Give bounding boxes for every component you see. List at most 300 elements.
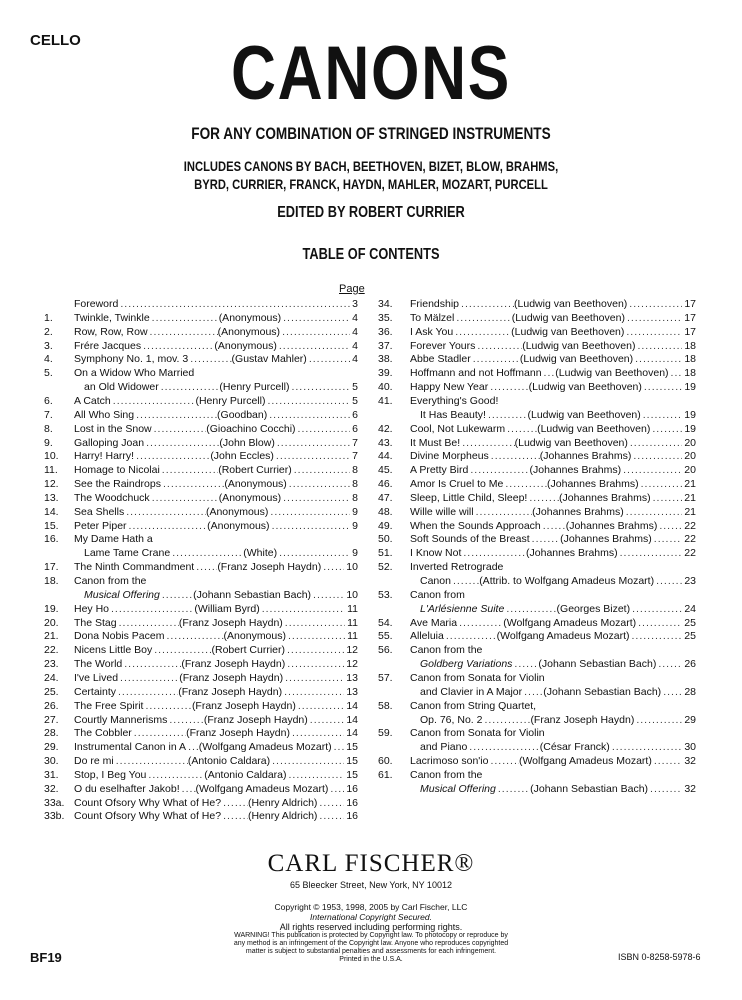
entry-title: Instrumental Canon in A: [74, 741, 187, 754]
toc-entry: [44, 588, 358, 602]
entry-title: Homage to Nicolai: [74, 464, 160, 477]
entry-composer: (Johann Sebastian Bach): [543, 685, 662, 698]
entry-number: 38.: [378, 353, 393, 366]
dot-leader: [638, 616, 682, 630]
dot-leader: [637, 339, 682, 353]
dot-leader: [283, 491, 350, 505]
dot-leader: [267, 394, 350, 408]
dot-leader: [143, 339, 214, 353]
printed-in: Printed in the U.S.A.: [339, 956, 403, 963]
entry-page: 16: [346, 796, 358, 809]
dot-leader: [650, 782, 682, 796]
entry-page: 18: [684, 353, 696, 366]
entry-number: 27.: [44, 713, 59, 726]
dot-leader: [544, 366, 556, 380]
entry-page: 10: [346, 561, 358, 574]
entry-page: 11: [347, 602, 358, 615]
entry-number: 54.: [378, 616, 393, 629]
entry-composer: (Wolfgang Amadeus Mozart): [198, 741, 332, 754]
dot-leader: [524, 685, 543, 699]
dot-leader: [162, 588, 193, 602]
entry-title: Everything's Good!: [410, 394, 499, 407]
entry-composer: (Ludwig van Beethoven): [511, 325, 625, 338]
dot-leader: [270, 505, 350, 519]
dot-leader: [291, 380, 350, 394]
toc-entry: [378, 505, 696, 519]
dot-leader: [612, 740, 683, 754]
toc-entry: [378, 463, 696, 477]
entry-composer: (Franz Joseph Haydn): [179, 671, 284, 684]
entry-page: 22: [684, 533, 696, 546]
toc-entry: [378, 532, 696, 546]
entry-composer: (Johannes Brahms): [526, 547, 618, 560]
dot-leader: [154, 422, 207, 436]
entry-composer: (Wolfgang Amadeus Mozart): [518, 755, 652, 768]
entry-number: 58.: [378, 699, 393, 712]
entry-page: 14: [346, 713, 358, 726]
dot-leader: [626, 325, 682, 339]
entry-title: Canon: [420, 575, 451, 587]
dot-leader: [490, 380, 528, 394]
dot-leader: [279, 339, 350, 353]
warning-line-2: any method is an infringement of the Copyright law. Anyone who reproduces copyrighted: [233, 940, 509, 947]
composers-line-2: BYRD, CURRIER, FRANCK, HAYDN, MAHLER, MOZART, PURCELL: [194, 176, 548, 192]
entry-composer: (Wolfgang Amadeus Mozart): [195, 782, 329, 795]
entry-title: Count Ofsory Why What of He?: [74, 810, 222, 823]
entry-title: Hoffmann and not Hoffmann: [410, 367, 542, 380]
dot-leader: [298, 699, 344, 713]
entry-composer: (John Blow): [219, 436, 275, 449]
dot-leader: [166, 629, 223, 643]
entry-title: Friendship: [410, 298, 460, 310]
dot-leader: [469, 740, 540, 754]
dot-leader: [514, 657, 538, 671]
entry-page: 12: [346, 658, 358, 671]
toc-entry: [44, 616, 358, 630]
page-column-header: Page: [339, 283, 365, 295]
dot-leader: [136, 408, 217, 422]
entry-composer: (Franz Joseph Haydn): [181, 658, 286, 671]
dot-leader: [272, 519, 351, 533]
entry-title: Sleep, Little Child, Sleep!: [410, 491, 528, 504]
toc-entry: [44, 339, 358, 353]
entry-number: 43.: [378, 436, 393, 449]
entry-title: When the Sounds Approach: [410, 519, 541, 532]
entry-page: 21: [684, 505, 696, 518]
dot-leader: [136, 449, 210, 463]
dot-leader: [636, 713, 682, 727]
entry-number: 49.: [378, 519, 393, 532]
entry-number: 29.: [44, 741, 59, 754]
entry-title: My Dame Hath a: [74, 533, 153, 546]
entry-page: 21: [684, 478, 696, 491]
entry-page: 11: [347, 630, 358, 643]
entry-page: 23: [684, 575, 696, 587]
entry-page: 25: [684, 616, 696, 629]
publisher-name: CARL FISCHER®: [267, 850, 475, 877]
toc-entry: [378, 449, 696, 463]
entry-number: 30.: [44, 755, 59, 768]
entry-title: Symphony No. 1, mov. 3: [74, 353, 189, 366]
copyright-secured: International Copyright Secured.: [310, 912, 432, 922]
toc-entry: [44, 713, 358, 727]
entry-number: 22.: [44, 644, 59, 657]
toc-entry: [378, 574, 696, 588]
entry-title: Canon from the: [410, 768, 483, 781]
entry-composer: (Johannes Brahms): [529, 464, 622, 477]
entry-page: 22: [684, 547, 696, 560]
entry-title: Lame Tame Crane: [84, 547, 171, 560]
entry-composer: (Anonymous): [214, 339, 277, 352]
toc-entry: [44, 768, 358, 782]
entry-title: Count Ofsory Why What of He?: [74, 796, 222, 809]
dot-leader: [461, 297, 514, 311]
dot-leader: [279, 546, 350, 560]
entry-page: 15: [346, 741, 358, 754]
toc-entry: [44, 532, 358, 546]
entry-number: 19.: [44, 602, 59, 615]
entry-title: Lost in the Snow: [74, 422, 152, 435]
entry-number: 2.: [44, 325, 53, 338]
entry-page: 4: [352, 353, 358, 366]
entry-composer: (Johannes Brahms): [532, 505, 624, 518]
warning-line-1: WARNING! This publication is protected by Copyright law. To photocopy or reproduce by: [234, 932, 508, 939]
dot-leader: [476, 505, 533, 519]
entry-composer: (Antonio Caldara): [187, 755, 271, 768]
toc-entry: [44, 449, 358, 463]
part-label: CELLO: [30, 32, 81, 49]
publisher-address: 65 Bleecker Street, New York, NY 10012: [290, 880, 452, 890]
entry-composer: (Johannes Brahms): [559, 491, 651, 504]
entry-page: 12: [346, 644, 358, 657]
entry-page: 20: [684, 464, 696, 477]
dot-leader: [277, 436, 350, 450]
toc-entry: [44, 671, 358, 685]
entry-title: L'Arlésienne Suite: [420, 602, 505, 615]
dot-leader: [470, 463, 529, 477]
dot-leader: [196, 560, 217, 574]
entry-title: Forever Yours: [410, 339, 476, 352]
entry-title: A Pretty Bird: [410, 464, 469, 477]
toc-entry: [44, 809, 358, 823]
entry-title: Soft Sounds of the Breast: [410, 533, 530, 546]
entry-composer: (Ludwig van Beethoven): [528, 381, 642, 394]
entry-number: 5.: [44, 367, 53, 380]
entry-composer: (Ludwig van Beethoven): [555, 367, 669, 380]
toc-entry: [378, 519, 696, 533]
dot-leader: [129, 519, 208, 533]
entry-composer: (César Franck): [539, 741, 610, 754]
entry-title: Courtly Mannerisms: [74, 713, 168, 726]
entry-composer: (Ludwig van Beethoven): [519, 353, 634, 366]
dot-leader: [294, 463, 350, 477]
entry-number: 45.: [378, 464, 393, 477]
isbn: ISBN 0-8258-5978-6: [618, 952, 701, 962]
entry-page: 13: [346, 671, 358, 684]
entry-title: The Free Spirit: [74, 699, 144, 712]
dot-leader: [289, 768, 345, 782]
entry-title: The Cobbler: [74, 727, 132, 740]
toc-entry: [378, 740, 696, 754]
dot-leader: [644, 380, 682, 394]
dot-leader: [654, 754, 682, 768]
entry-page: 15: [346, 755, 358, 768]
entry-composer: (Henry Aldrich): [247, 796, 318, 809]
dot-leader: [145, 699, 191, 713]
toc-entry: [378, 671, 696, 685]
entry-number: 56.: [378, 644, 393, 657]
entry-page: 7: [352, 450, 358, 463]
entry-title: See the Raindrops: [74, 478, 161, 491]
dot-leader: [120, 671, 179, 685]
entry-composer: (Ludwig van Beethoven): [537, 422, 651, 435]
entry-composer: (Ludwig van Beethoven): [527, 408, 641, 421]
entry-number: 25.: [44, 685, 59, 698]
entry-composer: (Anonymous): [217, 325, 281, 338]
dot-leader: [323, 560, 344, 574]
entry-title: Abbe Stadler: [410, 353, 471, 366]
dot-leader: [506, 602, 556, 616]
dot-leader: [630, 436, 682, 450]
entry-number: 10.: [44, 450, 59, 463]
toc-entry: [44, 477, 358, 491]
dot-leader: [223, 809, 248, 823]
dot-leader: [162, 463, 218, 477]
entry-title: an Old Widower: [84, 381, 159, 394]
entry-page: 10: [346, 588, 358, 601]
dot-leader: [473, 352, 520, 366]
toc-entry: [44, 352, 358, 366]
entry-number: 35.: [378, 311, 393, 324]
entry-page: 6: [352, 408, 358, 421]
entry-title: Op. 76, No. 2: [420, 713, 483, 726]
toc-entry: [378, 754, 696, 768]
entry-page: 25: [684, 630, 696, 643]
dot-leader: [462, 436, 514, 450]
entry-title: Do re mi: [74, 755, 114, 768]
dot-leader: [120, 297, 350, 311]
toc-entry: [378, 699, 696, 713]
dot-leader: [463, 546, 526, 560]
dot-leader: [627, 311, 682, 325]
entry-composer: (Anonymous): [218, 491, 282, 504]
dot-leader: [654, 532, 683, 546]
entry-composer: (Anonymous): [223, 630, 286, 643]
dot-leader: [643, 408, 683, 422]
entry-title: It Has Beauty!: [420, 408, 486, 421]
dot-leader: [285, 616, 345, 630]
entry-number: 34.: [378, 298, 393, 310]
dot-leader: [641, 477, 683, 491]
dot-leader: [656, 574, 682, 588]
entry-page: 18: [684, 367, 696, 380]
entry-composer: (Johann Sebastian Bach): [193, 588, 312, 601]
entry-title: Canon from the: [74, 575, 147, 587]
toc-entry: [44, 325, 358, 339]
entry-composer: (White): [243, 547, 278, 560]
entry-composer: (Ludwig van Beethoven): [514, 436, 628, 449]
dot-leader: [223, 796, 248, 810]
entry-page: 17: [684, 311, 696, 324]
dot-leader: [163, 477, 224, 491]
toc-entry: [44, 657, 358, 671]
toc-entry: [378, 297, 696, 311]
dot-leader: [635, 352, 682, 366]
entry-page: 28: [684, 685, 696, 698]
entry-page: 8: [352, 478, 358, 491]
dot-leader: [289, 477, 350, 491]
dot-leader: [116, 754, 188, 768]
entry-title: A Catch: [74, 394, 111, 407]
dot-leader: [152, 311, 219, 325]
entry-number: 40.: [378, 381, 393, 394]
dot-leader: [287, 643, 344, 657]
entry-title: Frére Jacques: [74, 339, 142, 352]
toc-entry: [44, 394, 358, 408]
dot-leader: [284, 685, 344, 699]
dot-leader: [505, 477, 547, 491]
entry-composer: (Georges Bizet): [556, 602, 631, 615]
entry-number: 55.: [378, 630, 393, 643]
entry-page: 14: [346, 699, 358, 712]
toc-entry: [378, 380, 696, 394]
toc-entry: [378, 408, 696, 422]
dot-leader: [633, 449, 682, 463]
entry-number: 15.: [44, 519, 59, 532]
toc-entry: [44, 436, 358, 450]
entry-title: To Mälzel: [410, 311, 455, 324]
toc-entry: [44, 311, 358, 325]
entry-title: The Ninth Commandment: [74, 561, 195, 574]
entry-title: Cool, Not Lukewarm: [410, 422, 506, 435]
entry-page: 9: [352, 519, 358, 532]
toc-entry: [44, 505, 358, 519]
dot-leader: [456, 311, 511, 325]
entry-composer: (Goodban): [217, 408, 268, 421]
entry-composer: (Ludwig van Beethoven): [522, 339, 636, 352]
entry-number: 21.: [44, 630, 59, 643]
toc-entry: [378, 657, 696, 671]
entry-number: 42.: [378, 422, 393, 435]
toc-entry: [44, 643, 358, 657]
dot-leader: [490, 754, 518, 768]
entry-page: 29: [684, 713, 696, 726]
dot-leader: [161, 380, 220, 394]
toc-entry: [44, 754, 358, 768]
entry-page: 9: [352, 505, 358, 518]
dot-leader: [154, 643, 211, 657]
entry-composer: (Henry Purcell): [195, 394, 266, 407]
dot-leader: [310, 713, 345, 727]
dot-leader: [632, 602, 682, 616]
toc-entry: [378, 491, 696, 505]
dot-leader: [134, 726, 186, 740]
entry-composer: (Johann Sebastian Bach): [530, 782, 649, 795]
entry-title: O du eselhafter Jakob!: [74, 782, 180, 795]
entry-composer: (Henry Purcell): [219, 381, 290, 394]
dot-leader: [150, 325, 218, 339]
entry-number: 1.: [44, 311, 53, 324]
entry-title: I Ask You: [410, 325, 454, 338]
entry-number: 23.: [44, 658, 59, 671]
dot-leader: [491, 449, 540, 463]
entry-number: 36.: [378, 325, 393, 338]
dot-leader: [292, 726, 344, 740]
entry-number: 20.: [44, 616, 59, 629]
entry-page: 5: [352, 394, 358, 407]
toc-entry: [378, 477, 696, 491]
warning-line-3: matter is subject to substantial penalties and assessments for each infringement.: [245, 948, 497, 955]
dot-leader: [652, 422, 682, 436]
dot-leader: [272, 754, 344, 768]
entry-composer: (Johannes Brahms): [539, 450, 632, 463]
entry-title: Canon from the: [410, 644, 483, 657]
toc-entry: [378, 311, 696, 325]
toc-entry: [378, 352, 696, 366]
copyright-line: Copyright © 1953, 1998, 2005 by Carl Fischer, LLC: [274, 902, 468, 912]
dot-leader: [118, 685, 178, 699]
entry-composer: (Johannes Brahms): [560, 533, 652, 546]
entry-number: 7.: [44, 408, 53, 421]
entry-title: It Must Be!: [410, 436, 461, 449]
toc-entry: [378, 685, 696, 699]
dot-leader: [190, 352, 231, 366]
entry-page: 16: [346, 782, 358, 795]
toc-entry: [378, 339, 696, 353]
entry-composer: (Robert Currier): [211, 644, 286, 657]
entry-title: Twinkle, Twinkle: [74, 311, 150, 324]
entry-composer: (Anonymous): [207, 519, 270, 532]
entry-number: 41.: [378, 394, 393, 407]
entry-title: Musical Offering: [84, 588, 160, 601]
toc-entry: [378, 602, 696, 616]
composers-line-1: INCLUDES CANONS BY BACH, BEETHOVEN, BIZET, BLOW, BRAHMS,: [183, 158, 559, 174]
entry-composer: (Johannes Brahms): [565, 519, 658, 532]
entry-page: 17: [684, 325, 696, 338]
entry-title: The Stag: [74, 616, 117, 629]
toc-entry: [378, 643, 696, 657]
entry-number: 33a.: [44, 796, 65, 809]
entry-composer: (Wolfgang Amadeus Mozart): [503, 616, 637, 629]
entry-title: Alleluia: [410, 630, 444, 643]
entry-composer: (Johann Sebastian Bach): [538, 658, 657, 671]
entry-page: 14: [346, 727, 358, 740]
entry-page: 11: [347, 616, 358, 629]
toc-entry: [378, 588, 696, 602]
toc-entry: [378, 436, 696, 450]
entry-composer: (Robert Currier): [218, 464, 292, 477]
entry-page: 4: [352, 325, 358, 338]
entry-title: Galloping Joan: [74, 436, 145, 449]
entry-composer: (Franz Joseph Haydn): [530, 713, 635, 726]
entry-title: Stop, I Beg You: [74, 768, 147, 781]
dot-leader: [334, 740, 345, 754]
entry-composer: (Johannes Brahms): [547, 478, 639, 491]
entry-title: Musical Offering: [420, 782, 496, 795]
entry-number: 44.: [378, 450, 393, 463]
entry-title: Certainty: [74, 685, 117, 698]
entry-composer: (Anonymous): [205, 505, 269, 518]
entry-number: 60.: [378, 755, 393, 768]
dot-leader: [543, 519, 566, 533]
entry-page: 20: [684, 450, 696, 463]
dot-leader: [285, 671, 344, 685]
entry-page: 7: [352, 436, 358, 449]
toc-entry: [44, 726, 358, 740]
entry-number: 37.: [378, 339, 393, 352]
entry-title: Nicens Little Boy: [74, 644, 153, 657]
toc-entry: [44, 491, 358, 505]
